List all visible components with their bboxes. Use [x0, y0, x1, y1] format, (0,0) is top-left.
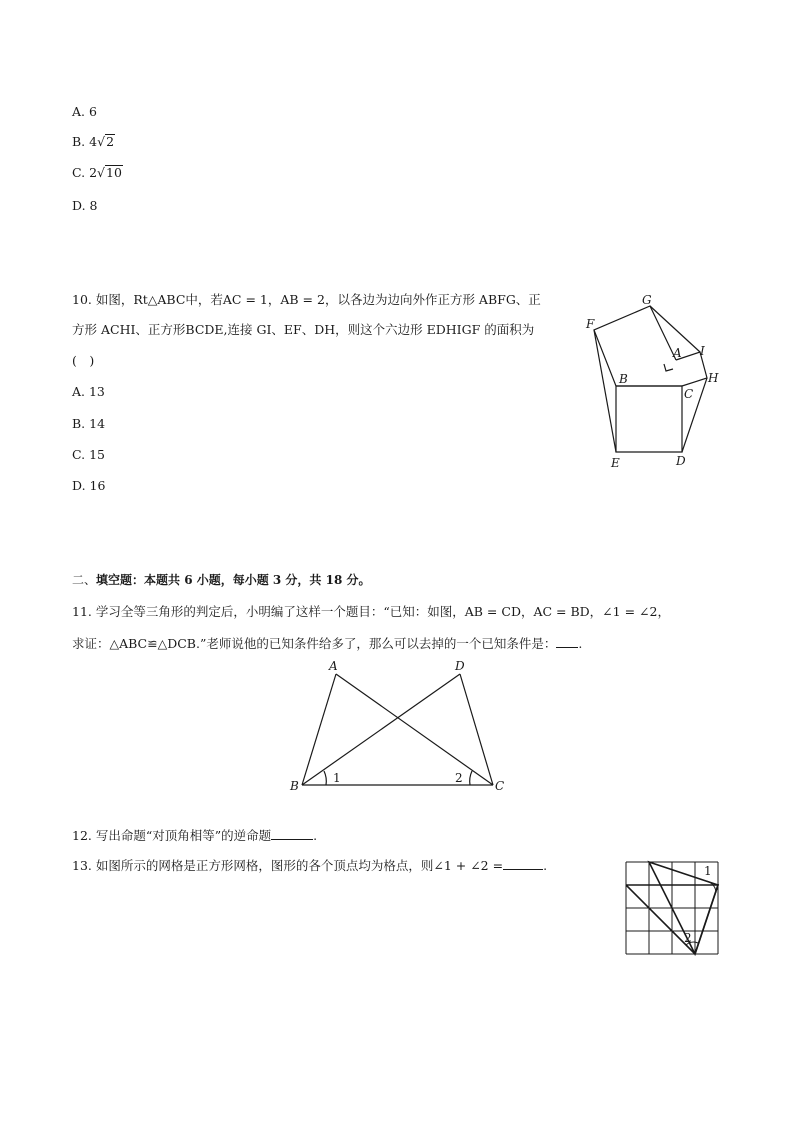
section-2-title: 填空题：本题共 6 小题，每小题 3 分，共 18 分。 [96, 573, 371, 587]
q11-period: . [578, 636, 583, 651]
q12-period: . [313, 828, 318, 843]
q13-stem: 13. 如图所示的网格是正方形网格，图形的各个顶点均为格点，则∠1 + ∠2 = [72, 858, 504, 873]
q12-stem-wrap [72, 828, 317, 844]
label-e: E [611, 456, 620, 470]
q10-stem-line1: 10. 如图，Rt△ABC中，若AC = 1，AB = 2，以各边为边向外作正方形 ABFG、正 [72, 292, 541, 307]
q13-stem-wrap [72, 858, 547, 874]
section-2-prefix: 二、 [72, 573, 97, 587]
q13-grid-figure [620, 855, 725, 960]
q9-option-b-radicand: 2 [106, 134, 115, 149]
label-a: A [329, 659, 338, 673]
label-angle-2: 2 [455, 771, 463, 785]
right-angle-mark [664, 364, 673, 371]
q9-option-c [72, 165, 123, 180]
q10-option-d: D. 16 [72, 478, 106, 493]
q12-stem: 12. 写出命题“对顶角相等”的逆命题 [72, 828, 272, 843]
q12-answer-blank [271, 839, 313, 840]
segment-ac [336, 674, 493, 785]
label-h: H [708, 371, 719, 385]
label-angle-2: 2 [684, 931, 692, 945]
q10-option-a: A. 13 [72, 384, 105, 399]
q11-triangles-figure [285, 655, 515, 800]
q9-option-c-radicand: 10 [106, 165, 122, 180]
square-bcde [616, 386, 682, 452]
label-a: A [673, 346, 682, 360]
label-d: D [676, 454, 686, 468]
sqrt-symbol: √ [97, 165, 105, 180]
label-f: F [586, 317, 595, 331]
q10-option-b: B. 14 [72, 416, 106, 431]
sqrt-symbol: √ [97, 134, 106, 149]
q13-answer-blank [503, 869, 543, 870]
q9-option-a: A. 6 [72, 104, 97, 119]
label-g: G [642, 293, 652, 307]
section-2-header [72, 572, 370, 588]
q9-option-b [72, 134, 115, 149]
q9-option-b-prefix: B. 4 [72, 134, 98, 149]
q13-period: . [543, 858, 548, 873]
label-i: I [700, 344, 705, 358]
q10-hexagon-figure [575, 285, 735, 475]
label-b: B [290, 779, 299, 793]
q10-stem-line2: 方形 ACHI、正方形BCDE,连接 GI、EF、DH，则这个六边形 EDHIGF 的面积为 [72, 322, 535, 337]
angle-1-arc [324, 771, 326, 785]
q9-option-d: D. 8 [72, 198, 98, 213]
q11-stem-line2-wrap [72, 636, 582, 652]
q11-stem-line2: 求证：△ABC≌△DCB.”老师说他的已知条件给多了，那么可以去掉的一个已知条件是： [72, 636, 557, 651]
label-c: C [684, 387, 694, 401]
segment-db [302, 674, 460, 785]
q10-answer-paren: ( ) [72, 353, 95, 368]
label-angle-1: 1 [704, 864, 712, 878]
q9-option-c-prefix: C. 2 [72, 165, 98, 180]
label-c: C [495, 779, 505, 793]
q11-answer-blank [556, 647, 578, 648]
segment-ab [302, 674, 336, 785]
angle-2-arc [470, 771, 472, 785]
angle-1-arc [706, 881, 716, 893]
label-b: B [619, 372, 628, 386]
label-d: D [455, 659, 465, 673]
segment-ef [594, 330, 616, 452]
segment-dc [460, 674, 493, 785]
label-angle-1: 1 [333, 771, 341, 785]
q11-stem-line1: 11. 学习全等三角形的判定后，小明编了这样一个题目：“已知：如图，AB = CD，AC = BD，∠1 = ∠2， [72, 604, 670, 619]
q10-option-c: C. 15 [72, 447, 105, 462]
